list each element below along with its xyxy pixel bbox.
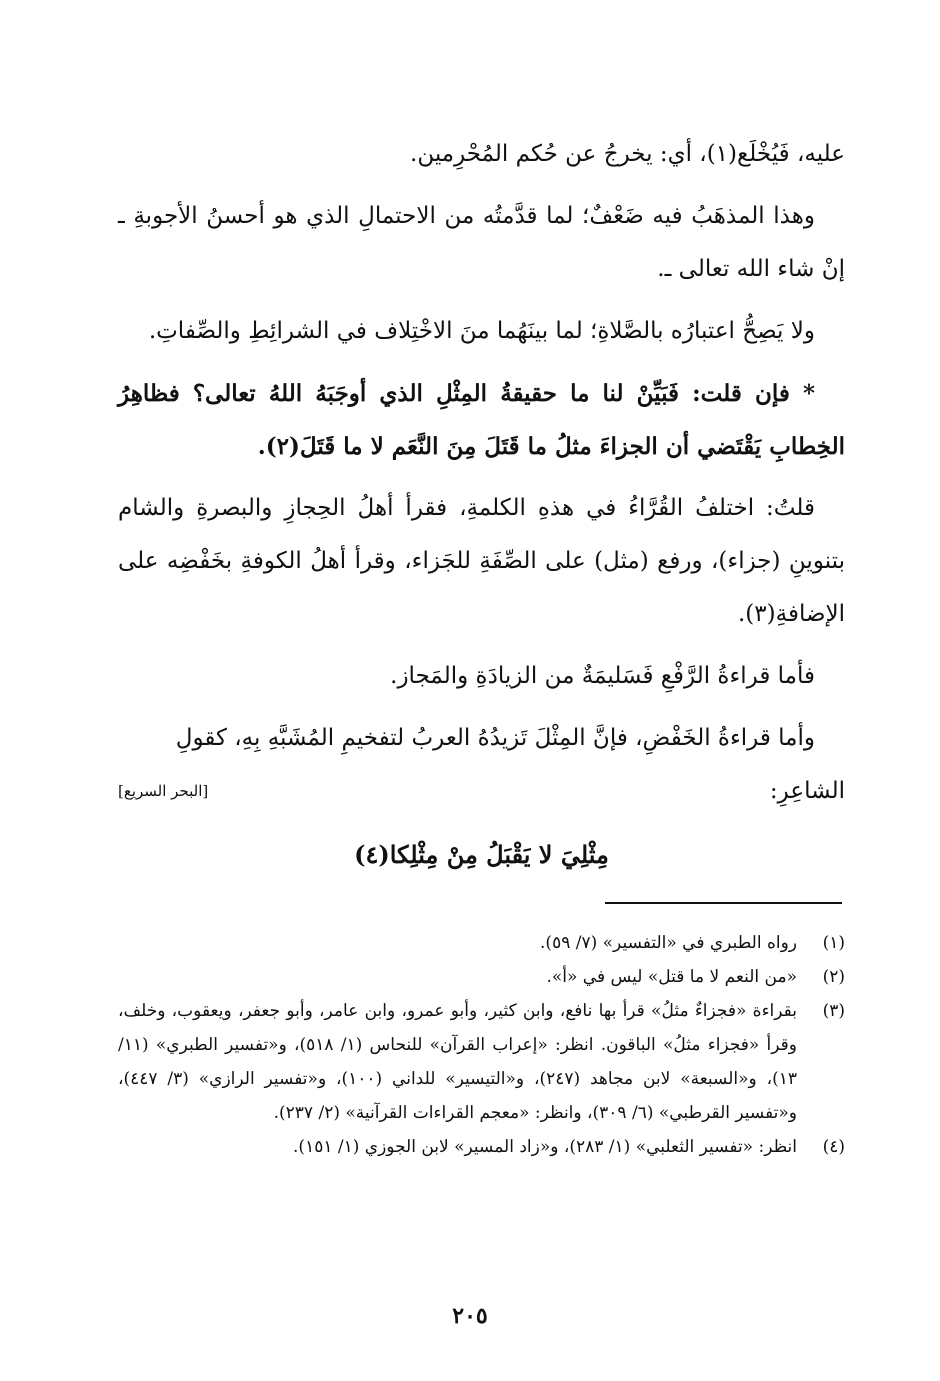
paragraph-raf: فأما قراءةُ الرَّفْعِ فَسَليمَةٌ من الزيادَةِ والمَجاز. — [390, 663, 815, 689]
footnote — [118, 926, 845, 960]
footnote-number: (١) — [822, 933, 845, 953]
footnote-separator — [605, 902, 842, 904]
footnote-number: (٣) — [822, 1001, 845, 1021]
meter-label: [البحر السريع] — [118, 782, 209, 800]
footnotes — [118, 926, 845, 1164]
footnote-text: «من النعم لا ما قتل» ليس في «أ». — [546, 967, 797, 987]
footnote-text: رواه الطبري في «التفسير» (٧/ ٥٩). — [540, 933, 797, 953]
main-text — [118, 128, 845, 881]
footnote-number: (٢) — [822, 967, 845, 987]
page-number: ٢٠٥ — [452, 1303, 488, 1329]
footnote — [118, 1130, 845, 1164]
footnote — [118, 960, 845, 994]
answer-paragraph: قلتُ: اختلفُ القُرَّاءُ في هذهِ الكلمةِ، فقرأ أهلُ الحِجازِ والبصرةِ والشام بتنوينِ (جزاء)، ورفع (مثل) على الصِّفَةِ للجَزاء، وقرأ أهلُ الكوفةِ بخَفْضِه على الإضافةِ(٣). — [118, 495, 845, 627]
footnote-text: بقراءة «فجزاءٌ مثلُ» قرأ بها نافع، وابن كثير، وأبو عمرو، وابن عامر، وأبو جعفر، ويعقوب، وخلف، وقرأ «فجزاء مثلُ» الباقون. انظر: «إعراب القرآن» للنحاس (١/ ٥١٨)، و«تفسير الطبري» (١١/ ١٣)، و«السبعة» لابن مجاهد (٢٤٧)، و«التيسير» للداني (١٠٠)، و«تفسير الرازي» (٣/ ٤٤٧)، و«تفسير القرطبي» (٦/ ٣٠٩)، وانظر: «معجم القراءات القرآنية» (٢/ ٢٣٧). — [118, 1001, 797, 1123]
poem-verse: مِثْلِيَ لا يَقْبَلُ مِنْ مِثْلِكا(٤) — [354, 840, 609, 869]
paragraph-1: عليه، فَيُخْلَع(١)، أي: يخرجُ عن حُكم المُحْرِمين. — [410, 141, 845, 167]
paragraph-khafd: وأما قراءةُ الخَفْضِ، فإنَّ المِثْلَ تَزيدُهُ العربُ لتفخيمِ المُشَبَّهِ بِهِ، كقولِ — [175, 725, 815, 751]
question-paragraph: * فإن قلت: فَبَيِّنْ لنا ما حقيقةُ المِثْلِ الذي أوجَبَهُ اللهُ تعالى؟ فظاهِرُ الخِطابِ يَقْتَضي أن الجزاءَ مثلُ ما قَتَلَ مِنَ النَّعَم لا ما قَتَلَ(٢). — [118, 380, 845, 460]
footnote — [118, 994, 845, 1130]
footnote-number: (٤) — [822, 1137, 845, 1157]
poet-label: الشاعِرِ: — [769, 778, 845, 804]
footnote-text: انظر: «تفسير الثعلبي» (١/ ٢٨٣)، و«زاد المسير» لابن الجوزي (١/ ١٥١). — [293, 1137, 797, 1157]
paragraph-3: ولا يَصِحُّ اعتبارُه بالصَّلاةِ؛ لما بينَهُما منَ الاخْتِلاف في الشرائِطِ والصِّفاتِ. — [148, 318, 815, 344]
paragraph-2: وهذا المذهَبُ فيه ضَعْفٌ؛ لما قدَّمتُه من الاحتمالِ الذي هو أحسنُ الأجوبةِ ـ إنْ شاء الله تعالى ـ. — [118, 203, 845, 282]
poet-line — [118, 765, 845, 818]
